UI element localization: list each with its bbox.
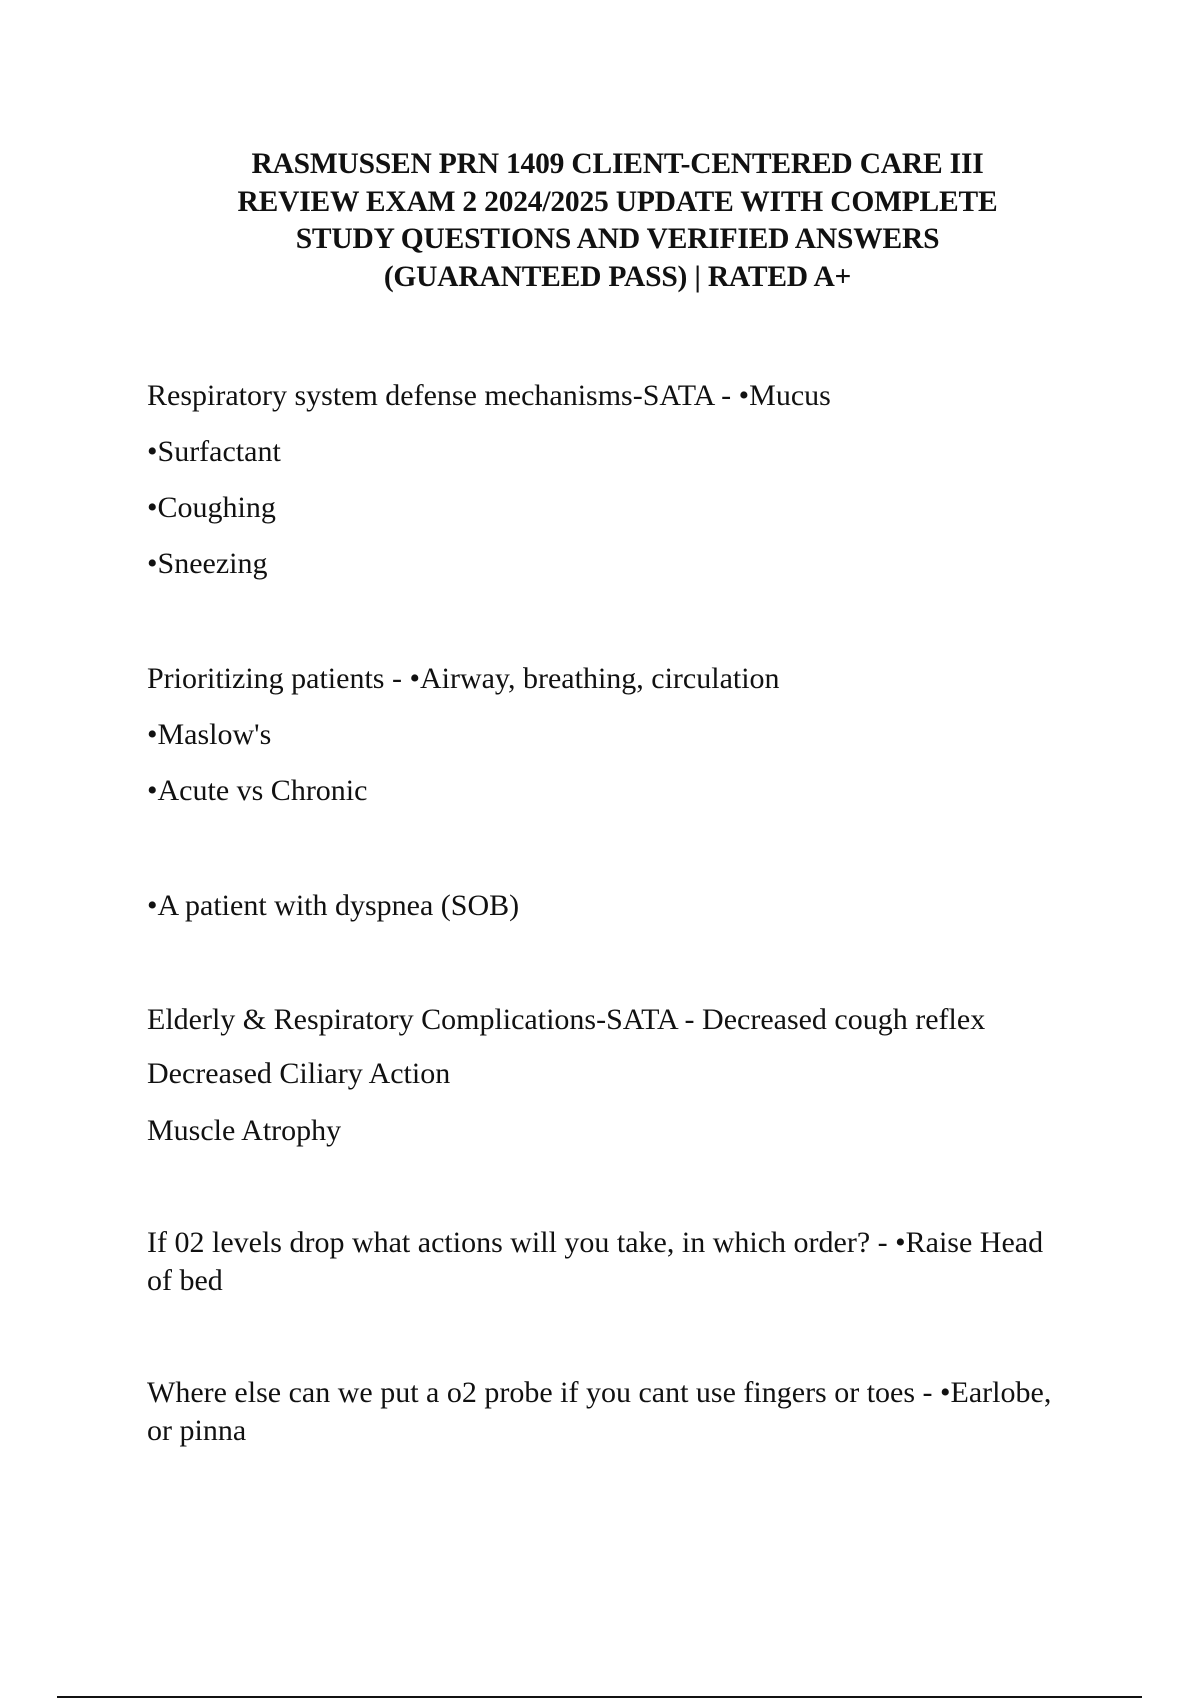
answer-line: •Maslow's <box>147 718 272 751</box>
answer-line: Muscle Atrophy <box>147 1114 342 1147</box>
question-line: Where else can we put a o2 probe if you cant use fingers or toes - •Earlobe, or pinna <box>147 1376 1052 1447</box>
question-line: Elderly & Respiratory Complications-SATA - Decreased cough reflex <box>147 1003 986 1036</box>
answer-line: •Surfactant <box>147 435 281 468</box>
document-title <box>150 146 1085 296</box>
answer-line: •Coughing <box>147 491 276 524</box>
title-line: REVIEW EXAM 2 2024/2025 UPDATE WITH COMPLETE <box>237 185 998 218</box>
title-line: (GUARANTEED PASS) | RATED A+ <box>383 260 852 293</box>
question-line: If 02 levels drop what actions will you take, in which order? - •Raise Head of bed <box>147 1226 1044 1297</box>
question-line: Respiratory system defense mechanisms-SATA - •Mucus <box>147 379 831 412</box>
answer-line: Decreased Ciliary Action <box>147 1057 451 1090</box>
title-line: STUDY QUESTIONS AND VERIFIED ANSWERS <box>295 223 940 255</box>
title-line: RASMUSSEN PRN 1409 CLIENT-CENTERED CARE III <box>251 148 984 180</box>
answer-line: •Acute vs Chronic <box>147 774 368 807</box>
question-line: Prioritizing patients - •Airway, breathing, circulation <box>147 662 780 695</box>
answer-line: •A patient with dyspnea (SOB) <box>147 889 520 922</box>
answer-line: •Sneezing <box>147 547 268 580</box>
footer-divider <box>57 1696 1142 1698</box>
